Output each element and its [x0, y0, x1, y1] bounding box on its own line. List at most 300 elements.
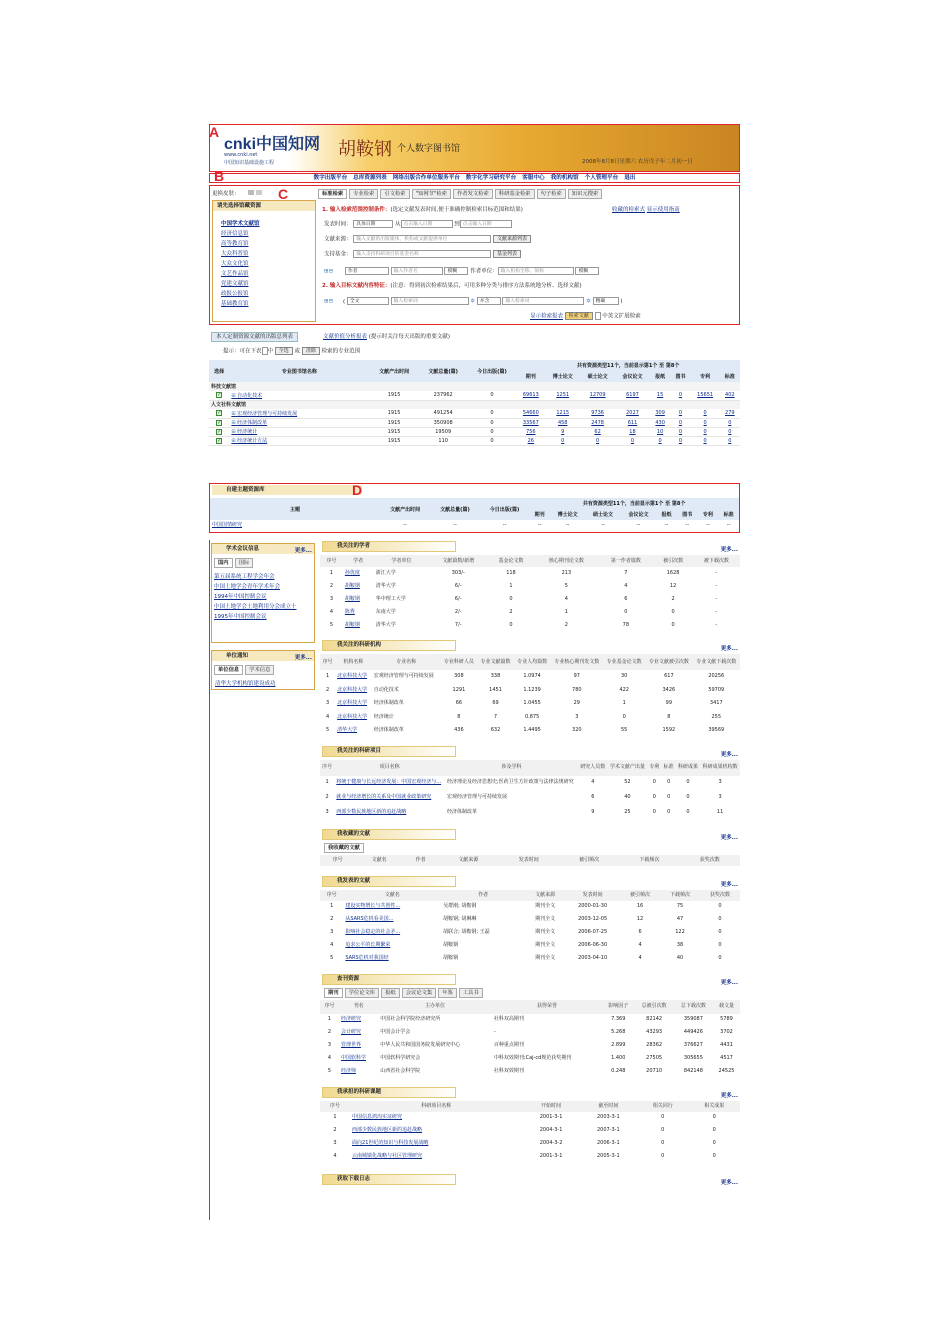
cell-today: 0 — [490, 410, 494, 417]
row-link[interactable]: 北京科技大学 — [337, 686, 368, 693]
row-cell: 清华大学 — [375, 582, 396, 589]
pub-time-select[interactable]: 具体日期 — [353, 220, 393, 228]
own-row-topic[interactable]: 中国国情研究 — [212, 522, 243, 528]
library-name[interactable]: ⊞ 自动化技术 — [231, 392, 263, 399]
dictionary-icon[interactable]: ✲ — [470, 298, 475, 305]
table-row — [320, 901, 740, 914]
row-cell: 3426 — [662, 686, 676, 693]
library-name[interactable]: ⊞ 宏观经济管理与可持续发展 — [231, 410, 298, 417]
row-cell: 中国社会科学院经济研究所 — [380, 1016, 441, 1023]
cell-count[interactable]: 6197 — [626, 392, 639, 399]
favs-more[interactable]: 更多... — [720, 834, 738, 841]
cell-count[interactable]: 15 — [656, 392, 664, 399]
table-row — [209, 427, 740, 436]
row-cell: 0 — [671, 608, 675, 615]
cell-count[interactable]: 10 — [656, 428, 664, 435]
col-type: 博士论文 — [545, 371, 580, 382]
row-link[interactable]: 面向21世纪的知识与科技发展战略 — [352, 1140, 429, 1147]
own-band[interactable]: 共有资源类型11个，当前显示第1个 至 第8个 — [529, 498, 739, 509]
table-row — [320, 927, 740, 940]
search-tab[interactable]: 知识元搜索 — [568, 189, 603, 199]
col-header: 科研成果机构数 — [700, 760, 740, 776]
table-row — [320, 606, 740, 619]
row-cell: 社科双高期刊 — [493, 1016, 524, 1023]
cell-count[interactable]: 26 — [527, 437, 534, 444]
row-cell: 0 — [622, 713, 626, 720]
table-row — [320, 593, 740, 606]
row-cell: 449426 — [683, 1029, 703, 1036]
own-col-today: 今日出版(篇) — [480, 498, 530, 520]
row-cell: 0 — [712, 1140, 716, 1147]
search-button[interactable]: 检索文献 — [565, 312, 593, 320]
row-cell: 25 — [624, 809, 631, 816]
col-type: 标准 — [720, 371, 740, 382]
row-link[interactable]: 北京科技大学 — [337, 673, 368, 679]
cell-count[interactable]: 2478 — [591, 419, 604, 426]
author-field-select[interactable]: 作者 — [345, 267, 389, 275]
label-b: B — [214, 168, 225, 184]
row-cell: 29 — [573, 700, 580, 706]
row-link[interactable]: 陈秀 — [344, 608, 355, 615]
field-select[interactable]: 全文 — [347, 297, 389, 305]
own-col-type: 专利 — [698, 509, 719, 520]
nav-item[interactable]: 总库资源列表 — [353, 175, 387, 181]
row-cell: 7/- — [454, 621, 462, 628]
row-cell: 213 — [561, 569, 572, 576]
row-checkbox[interactable]: ✓ — [217, 392, 222, 399]
source-list-button[interactable]: 文献来源列表 — [493, 235, 531, 243]
row-cell: 1628 — [666, 569, 680, 576]
row-link[interactable]: 清华大学 — [337, 727, 358, 733]
cell-count[interactable]: 0 — [678, 392, 683, 399]
cell-count[interactable]: 0 — [678, 419, 683, 426]
row-cell: - — [715, 621, 718, 628]
cell-count[interactable]: 309 — [655, 410, 665, 417]
saved-query-link[interactable]: 收藏的检索式 — [612, 207, 646, 213]
row-checkbox[interactable]: ✓ — [217, 428, 222, 435]
library-item[interactable]: 经济信息馆 — [221, 231, 249, 237]
pub-time-label: 发表时间： — [324, 221, 352, 228]
conference-item[interactable]: 中国土地学会土地利用分会成立十 — [214, 604, 297, 610]
row-cell: 清华大学 — [375, 621, 396, 628]
cell-count[interactable]: 0 — [561, 437, 565, 444]
cell-count[interactable]: 0 — [703, 437, 707, 444]
search-tab[interactable]: 专业检索 — [349, 189, 378, 199]
journals-tab[interactable]: 会议论文集 — [402, 988, 437, 998]
table-row — [320, 1014, 740, 1027]
col-total: 文献总量(篇) — [419, 360, 468, 382]
source-input[interactable]: 输入文献的出版媒体、机构或文献提供单位 — [353, 235, 491, 243]
conf-more[interactable]: 更多... — [294, 548, 312, 554]
col-header: 科研项目名称 — [350, 1101, 522, 1112]
row-cell: 0 — [652, 809, 656, 816]
col-type: 报纸 — [650, 371, 670, 382]
search-tab[interactable]: 科研基金检索 — [495, 189, 535, 199]
cell-count[interactable]: 0 — [728, 437, 732, 444]
row-cell: 0 — [671, 621, 675, 628]
row-cell: 3417 — [709, 700, 723, 706]
res-tab2-hint: (提示时关注每天出版的重要文献) — [368, 334, 451, 340]
show-report-link[interactable]: 显示检索报表 — [530, 313, 564, 320]
row-link[interactable]: 就业与经济增长的关系及中国就业政策研究 — [336, 794, 432, 801]
row-cell: 0 — [661, 1114, 665, 1121]
scholars-more[interactable]: 更多... — [720, 547, 738, 553]
guide-link[interactable]: 显示使用指南 — [646, 207, 680, 213]
row-link[interactable]: 云南城镇化战略与社区管理研究 — [352, 1153, 423, 1160]
col-header: 下载频次 — [660, 890, 700, 901]
row-link[interactable]: 将统于健康与长远经济发展：中国宏观经济与... — [336, 779, 442, 786]
keyword2-input[interactable]: 输入检索词 — [502, 297, 584, 305]
nav-item[interactable]: 个人管理平台 — [584, 175, 619, 181]
grid-body — [209, 382, 740, 445]
row-checkbox[interactable]: ✓ — [217, 410, 222, 417]
row-cell: 4 — [638, 942, 642, 949]
col-today: 今日出版(篇) — [468, 360, 517, 382]
cell-count[interactable]: 402 — [725, 392, 735, 399]
row-cell: 436 — [454, 727, 464, 733]
fuzzy-select[interactable]: 模糊 — [444, 267, 468, 275]
library-list — [213, 211, 315, 309]
row-cell: 3 — [330, 929, 334, 936]
add-remove-icon[interactable]: ⊞⊟ — [324, 298, 334, 305]
row-link[interactable]: 西部少数民族地区新的追赶战略 — [352, 1127, 423, 1134]
row-cell: 12 — [669, 582, 677, 589]
cell-count[interactable]: 54660 — [522, 410, 539, 417]
table-row — [320, 711, 740, 725]
own-col-type: 期刊 — [529, 509, 550, 520]
table-row — [320, 1066, 740, 1079]
row-checkbox[interactable]: ✓ — [217, 437, 222, 444]
library-item[interactable]: 政报公报馆 — [221, 291, 249, 297]
cnki-logo[interactable]: cnki中国知网 — [224, 136, 321, 153]
own-col-type: 博士论文 — [550, 509, 585, 520]
library-head: 请先选择馆藏资源 — [213, 201, 315, 211]
table-row — [320, 684, 740, 698]
row-link[interactable]: 建设实物增长与共创性... — [345, 903, 401, 910]
cell-count[interactable]: 0 — [596, 437, 600, 444]
row-cell: 吴群刚; 胡鞍钢 — [443, 903, 477, 910]
library-item[interactable]: 中国学术文献馆 — [221, 221, 260, 227]
row-cell: 1 — [325, 779, 329, 786]
row-link[interactable]: 胡鞍钢 — [344, 582, 360, 589]
row-cell: 期刊全文 — [535, 916, 556, 923]
row-cell: 1.0974 — [523, 673, 541, 679]
date-to-input[interactable]: 点击输入日期 — [460, 220, 512, 228]
col-header: 专利 — [647, 760, 661, 776]
cell-count[interactable]: 279 — [725, 410, 735, 417]
col-header: 相关同行 — [637, 1101, 689, 1112]
exact-select[interactable]: 精确 — [593, 297, 619, 305]
col-header: 获奖次数 — [680, 855, 740, 866]
table-row — [320, 914, 740, 927]
cell-count[interactable]: 9 — [561, 428, 565, 435]
col-header: 学术文献产出量 — [608, 760, 648, 776]
cell-count[interactable]: 62 — [594, 428, 601, 435]
table-row — [320, 724, 740, 738]
row-cell: - — [715, 595, 718, 602]
library-item[interactable]: 文艺作品馆 — [221, 271, 249, 277]
row-link[interactable]: 经济师 — [340, 1068, 356, 1075]
cell-count[interactable]: 458 — [557, 419, 568, 426]
cell-count[interactable]: 0 — [678, 410, 683, 417]
row-cell: 0 — [624, 608, 628, 615]
row-link[interactable]: 孙优度 — [344, 569, 360, 576]
date-from-input[interactable]: 点击输入日期 — [401, 220, 453, 228]
row-cell: 2003-12-05 — [578, 916, 608, 923]
header-banner — [209, 124, 740, 172]
search-tab[interactable]: 引文检索 — [380, 189, 409, 199]
row-cell: 3702 — [720, 1029, 733, 1036]
row-cell: 0 — [661, 1153, 665, 1160]
row-cell: 2 — [333, 1127, 337, 1134]
col-header: 序号 — [320, 555, 343, 567]
notice-more[interactable]: 更多... — [294, 655, 312, 661]
col-header: 序号 — [320, 855, 355, 866]
page-title: 胡鞍钢 — [338, 139, 392, 160]
row-cell: 6 — [638, 929, 642, 936]
ext-checkbox[interactable] — [595, 312, 601, 320]
col-header: 开始时间 — [522, 1101, 579, 1112]
row-cell: 0 — [718, 929, 722, 936]
journals-more[interactable]: 更多... — [720, 979, 738, 986]
row-cell: 经济理论及经济思想史;医药卫生方针政策与法律法规研究 — [446, 779, 574, 786]
table-row — [320, 1027, 740, 1040]
row-link[interactable]: 会计研究 — [340, 1029, 361, 1036]
col-header: 序号 — [320, 654, 335, 670]
row-link[interactable]: 胡鞍钢 — [344, 595, 360, 602]
library-item[interactable]: 党建文献馆 — [221, 281, 249, 287]
type-band[interactable]: 共有资源类型11个，当前显示第1个 至 第8个 — [516, 360, 740, 371]
row-link[interactable]: SARS危机对我国经 — [345, 955, 389, 962]
col-header: 专业名称 — [372, 654, 441, 670]
library-item[interactable]: 高等教育馆 — [221, 241, 249, 247]
col-type: 图书 — [670, 371, 690, 382]
conference-item[interactable]: 第五届系统工程学会年会 — [214, 574, 275, 580]
clear-button[interactable]: 清除 — [302, 347, 320, 355]
row-cell: 4 — [564, 595, 568, 602]
library-name[interactable]: ⊞ 经济统计 — [231, 429, 258, 435]
col-header: 序号 — [320, 1000, 339, 1014]
col-header: 被引频次 — [620, 890, 660, 901]
res-tab-2[interactable]: 文献价值分析报表 — [323, 334, 368, 340]
row-cell: 7 — [624, 569, 628, 576]
col-header: 下载频次 — [619, 855, 679, 866]
row-cell: 中科双效期刊;Caj-cd规范获奖期刊 — [493, 1055, 572, 1062]
row-link[interactable]: 西部少数民族地区新的追赶战略 — [336, 809, 407, 816]
row-cell: 自动化技术 — [373, 686, 399, 693]
col-header: 载文量 — [713, 1000, 740, 1014]
author-input[interactable]: 输入作者名 — [391, 267, 443, 275]
row-cell: 经济体制改革 — [446, 809, 477, 816]
skin-swatch[interactable] — [256, 190, 262, 195]
cell-count[interactable]: 69613 — [522, 392, 539, 399]
library-item[interactable]: 大众文化馆 — [221, 261, 249, 267]
row-cell: 27505 — [646, 1055, 663, 1062]
row-cell: 3 — [718, 779, 722, 786]
step1-label: 1. 输入检索范围控制条件： — [322, 207, 391, 213]
keyword-input[interactable]: 输入检索词 — [391, 297, 469, 305]
cell-count[interactable]: 756 — [526, 428, 536, 435]
row-cell: 期刊全文 — [535, 955, 556, 962]
cell-count[interactable]: 0 — [728, 428, 732, 435]
library-name[interactable]: ⊞ 经济统计方法 — [231, 438, 268, 444]
row-cell: 期刊全文 — [535, 942, 556, 949]
row-link[interactable]: 追求公平的长期繁荣 — [345, 942, 391, 949]
row-link[interactable]: 胡鞍钢 — [344, 621, 360, 628]
own-col-type: 报纸 — [656, 509, 677, 520]
topics-more[interactable]: 更多... — [720, 1092, 738, 1099]
favs-head: 我收藏的文献 — [322, 829, 456, 840]
own-head: 自建主题资源库 — [212, 485, 362, 495]
cell-count[interactable]: 12709 — [589, 392, 606, 399]
notice-tab-unit[interactable]: 单位信息 — [214, 665, 243, 675]
dictionary-icon[interactable]: ✲ — [586, 298, 591, 305]
conf-tab-domestic[interactable]: 国内 — [214, 558, 233, 568]
cell-count[interactable]: 0 — [678, 428, 683, 435]
row-cell: 39569 — [708, 727, 725, 733]
conf-tab-intl[interactable]: 国际 — [235, 558, 254, 568]
row-cell: 0 — [712, 1127, 716, 1134]
nav-item[interactable]: 客服中心 — [522, 175, 545, 181]
nav-item[interactable]: 我的机构馆 — [550, 175, 579, 181]
row-link[interactable]: 北京科技大学 — [337, 700, 368, 706]
unit-fuzzy-select[interactable]: 模糊 — [575, 267, 599, 275]
cell-count[interactable]: 1215 — [556, 410, 570, 417]
pubs-more[interactable]: 更多... — [720, 881, 738, 888]
cell-count[interactable]: 1251 — [556, 392, 570, 399]
cell-count[interactable]: 0 — [728, 419, 732, 426]
row-cell: 2006-07-25 — [578, 929, 608, 936]
category-row: 人文社科文献馆 — [209, 400, 740, 409]
row-cell: 69 — [492, 700, 499, 706]
cell-count[interactable]: 18 — [629, 428, 636, 435]
skin-swatch[interactable] — [248, 190, 254, 195]
cell-count[interactable]: 0 — [630, 437, 635, 444]
row-cell: 东南大学 — [375, 608, 396, 615]
table-row — [320, 940, 740, 953]
cell-count[interactable]: 2027 — [626, 410, 639, 417]
col-header: 文献篇数/新增 — [429, 555, 487, 567]
cell-count[interactable]: 0 — [703, 410, 707, 417]
step1-hint: (选定文献发表时间,便于准确控制检索目标范围和结果) — [390, 207, 523, 213]
library-name[interactable]: ⊞ 经济体制改革 — [231, 420, 268, 426]
row-cell: 75 — [676, 903, 684, 910]
row-link[interactable]: 管理世界 — [340, 1042, 361, 1049]
orgs-more[interactable]: 更多... — [720, 646, 738, 652]
nav-item[interactable]: 退出 — [624, 175, 636, 181]
row-cell: 1 — [333, 1114, 337, 1121]
row-cell: 20710 — [646, 1068, 663, 1075]
row-cell: 122 — [675, 929, 685, 936]
add-remove-icon[interactable]: ⊞⊟ — [324, 268, 334, 275]
journals-tab[interactable]: 学位论文库 — [345, 988, 380, 998]
cell-count[interactable]: 0 — [678, 437, 683, 444]
cell-count[interactable]: 430 — [655, 419, 665, 426]
search-tab[interactable]: 作者发文检索 — [453, 189, 493, 199]
projects-more[interactable]: 更多... — [720, 751, 738, 758]
row-link[interactable]: 从SARS危机看美国... — [345, 916, 394, 923]
cell-count[interactable]: 9736 — [591, 410, 604, 417]
res-tab-1[interactable]: 本人定制资源文献的出版总列表 — [211, 332, 298, 342]
row-cell: 5 — [330, 955, 334, 962]
journals-tab[interactable]: 年鉴 — [438, 988, 457, 998]
unit-input[interactable]: 输入机构全称、简称 — [498, 267, 574, 275]
row-cell: 1 — [325, 673, 330, 679]
row-cell: - — [493, 1029, 496, 1036]
row-cell: 2001-3-1 — [539, 1114, 563, 1121]
row-cell: 2006-3-1 — [596, 1140, 620, 1147]
conference-item[interactable]: 中国土地学会青年学术年会 — [214, 584, 281, 590]
cell-count[interactable]: 0 — [703, 419, 707, 426]
nav-item[interactable]: 数字化学习研究平台 — [465, 175, 517, 181]
row-cell: 255 — [711, 713, 722, 720]
journals-tab[interactable]: 报纸 — [381, 988, 400, 998]
own-col-type: 硕士论文 — [585, 509, 620, 520]
col-header: 被引次数 — [654, 555, 693, 567]
conference-item[interactable]: 1995年中国控制会议 — [214, 614, 267, 620]
row-link[interactable]: 中国软科学 — [340, 1055, 366, 1062]
step2-label: 2. 输入目标文献内容特征： — [322, 283, 391, 289]
table-row — [320, 697, 740, 711]
logs-more[interactable]: 更多... — [720, 1179, 738, 1186]
library-item[interactable]: 基础教育馆 — [221, 301, 249, 307]
conference-item[interactable]: 1994年中国控制会议 — [214, 594, 267, 600]
favs-tab[interactable]: 我收藏的文献 — [324, 843, 364, 853]
fund-input[interactable]: 输入支持科研项目的基金名称 — [353, 250, 491, 258]
search-tab[interactable]: "知网节"检索 — [412, 189, 451, 199]
nav-item[interactable]: 数字出版平台 — [313, 175, 348, 181]
nav-item[interactable]: 网络出版合作单位服务平台 — [392, 175, 460, 181]
search-tab[interactable]: 句子检索 — [537, 189, 566, 199]
row-cell: 4431 — [720, 1042, 733, 1049]
journals-tab[interactable]: 期刊 — [324, 988, 343, 998]
notice-tab-academic[interactable]: 学术信息 — [245, 665, 274, 675]
cell-count[interactable]: 33567 — [522, 419, 539, 426]
row-cell: 0.248 — [611, 1068, 626, 1075]
fund-list-button[interactable]: 基金列表 — [493, 250, 521, 258]
select-all-button[interactable]: 全选 — [275, 347, 293, 355]
row-cell: 经济体制改革 — [373, 727, 404, 733]
row-link[interactable]: 影响社会稳定的社会矛... — [345, 929, 401, 936]
col-header: 专业文献被引次数 — [645, 654, 692, 670]
cell-count[interactable]: 611 — [627, 419, 638, 426]
cell-count[interactable]: 15651 — [697, 392, 714, 399]
row-cell: 3 — [327, 1042, 332, 1049]
library-item[interactable]: 大众科普馆 — [221, 251, 249, 257]
row-cell: 118 — [506, 569, 516, 576]
row-link[interactable]: 中国信息鸿沟实证研究 — [352, 1114, 403, 1121]
col-header: 作者 — [441, 890, 525, 901]
row-link[interactable]: 北京科技大学 — [337, 713, 368, 720]
cell-count[interactable]: 0 — [658, 437, 662, 444]
row-link[interactable]: 经济研究 — [340, 1016, 361, 1023]
library-select — [212, 200, 316, 322]
row-cell: 97 — [573, 673, 580, 679]
row-checkbox[interactable]: ✓ — [217, 419, 222, 426]
notice-item[interactable]: 清华大学机构馆建设成功 — [215, 681, 276, 687]
journals-table — [320, 1000, 740, 1079]
row-cell: 胡联合; 胡鞍钢; 王磊 — [443, 929, 490, 936]
source-label: 文献来源： — [324, 236, 352, 243]
cell-count[interactable]: 0 — [703, 428, 707, 435]
row-cell: 0 — [667, 794, 671, 801]
journals-tab[interactable]: 工具书 — [459, 988, 483, 998]
row-cell: 8 — [667, 713, 671, 720]
and-select[interactable]: 并含 — [477, 297, 501, 305]
conf-head: 学术会议信息 — [212, 544, 314, 554]
row-cell: 4 — [333, 1153, 337, 1160]
search-tab[interactable]: 标准检索 — [318, 189, 347, 199]
